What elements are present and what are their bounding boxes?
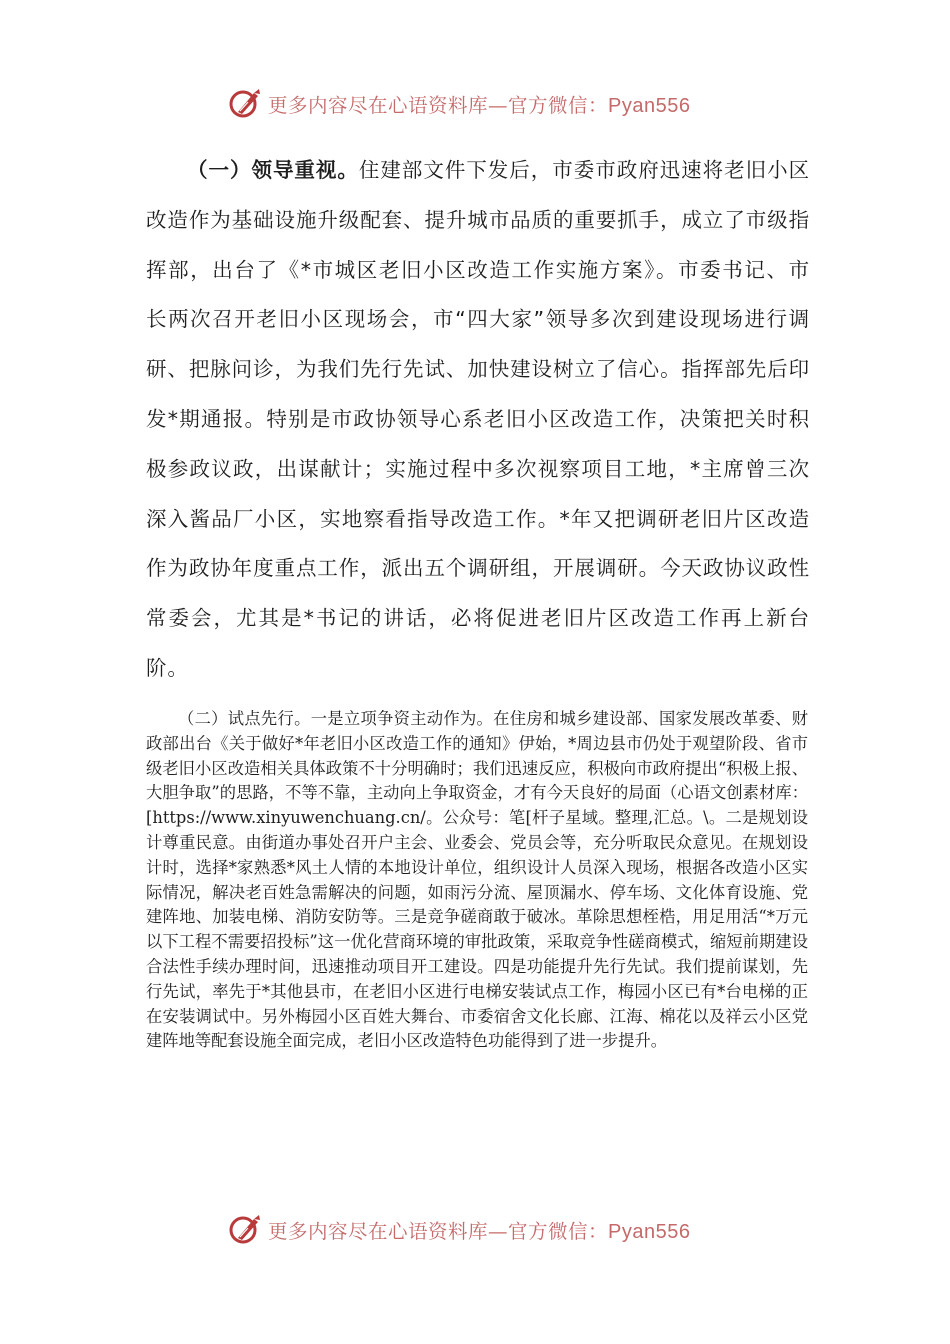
banner-prefix: 更多内容尽在心语资料库—官方微信：	[268, 1220, 609, 1243]
wechat-id: Pyan556	[608, 95, 691, 117]
paragraph-leadership	[146, 146, 810, 694]
header-banner	[228, 86, 728, 122]
section-pilot	[146, 707, 808, 1054]
banner-text	[268, 1216, 690, 1244]
banner-prefix: 更多内容尽在心语资料库—官方微信：	[268, 94, 609, 117]
section-leadership	[146, 146, 810, 694]
pen-nib-circle-logo-icon	[228, 87, 262, 121]
paragraph-body: 住建部文件下发后，市委市政府迅速将老旧小区改造作为基础设施升级配套、提升城市品质的重要抓手，成立了市级指挥部，出台了《*市城区老旧小区改造工作实施方案》。市委书记、市长两次召开老旧小区现场会，市“四大家”领导多次到建设现场进行调研、把脉问诊，为我们先行先试、加快建设树立了信心。指挥部先后印发*期通报。特别是市政协领导心系老旧小区改造工作，决策把关时积极参政议政，出谋献计；实施过程中多次视察项目工地，*主席曾三次深入酱品厂小区，实地察看指导改造工作。*年又把调研老旧片区改造作为政协年度重点工作，派出五个调研组，开展调研。今天政协议政性常委会，尤其是*书记的讲话，必将促进老旧片区改造工作再上新台阶。	[146, 158, 810, 680]
section-heading: （一）领导重视。	[187, 158, 359, 182]
banner-text	[268, 90, 690, 118]
paragraph-pilot: （二）试点先行。一是立项争资主动作为。在住房和城乡建设部、国家发展改革委、财政部出台《关于做好*年老旧小区改造工作的通知》伊始，*周边县市仍处于观望阶段、省市级老旧小区改造相关具体政策不十分明确时；我们迅速反应，积极向市政府提出“积极上报、大胆争取”的思路，不等不靠，主动向上争取资金，才有今天良好的局面（心语文创素材库：[https://www.xinyuwenchuang.cn/。公众号：笔[杆子星域。整理,汇总。\。二是规划设计尊重民意。由街道办事处召开户主会、业委会、党员会等，充分听取民众意见。在规划设计时，选择*家熟悉*风土人情的本地设计单位，组织设计人员深入现场，根据各改造小区实际情况，解决老百姓急需解决的问题，如雨污分流、屋顶漏水、停车场、文化体育设施、党建阵地、加装电梯、消防安防等。三是竞争磋商敢于破冰。革除思想桎梏，用足用活“*万元以下工程不需要招投标”这一优化营商环境的审批政策，采取竞争性磋商模式，缩短前期建设合法性手续办理时间，迅速推动项目开工建设。四是功能提升先行先试。我们提前谋划，先行先试，率先于*其他县市，在老旧小区进行电梯安装试点工作，梅园小区已有*台电梯的正在安装调试中。另外梅园小区百姓大舞台、市委宿舍文化长廊、江海、棉花以及祥云小区党建阵地等配套设施全面完成，老旧小区改造特色功能得到了进一步提升。	[146, 709, 808, 1051]
footer-banner	[228, 1212, 728, 1248]
wechat-id: Pyan556	[608, 1221, 691, 1243]
pen-nib-circle-logo-icon	[228, 1213, 262, 1247]
